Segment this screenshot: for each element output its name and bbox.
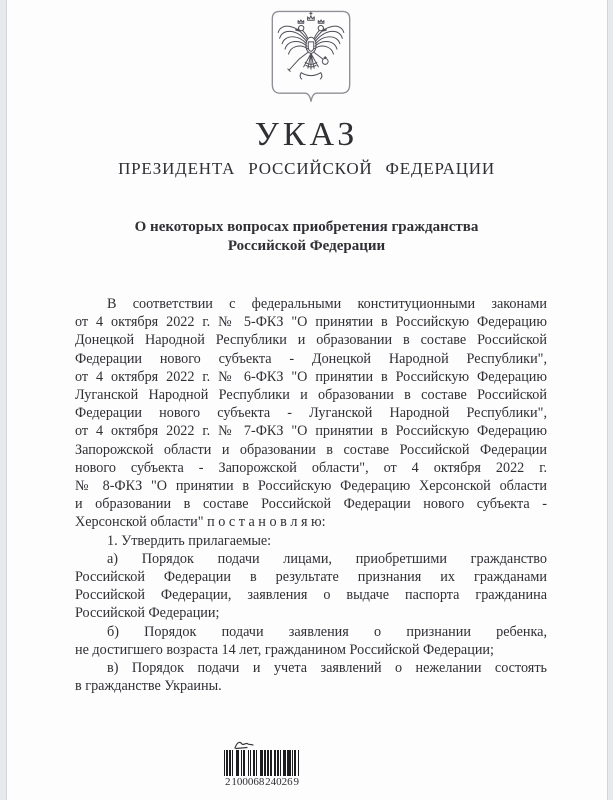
- body-line: и образовании в составе Российской Федерации нового субъекта -: [75, 496, 547, 513]
- heading-line-2: Российской Федерации: [227, 237, 386, 254]
- heading-line-1: О некоторых вопросах приобретения гражданства: [134, 219, 479, 235]
- body-line: Федерации нового субъекта - Луганской Народной Республики",: [75, 405, 547, 422]
- body-line: нового субъекта - Запорожской области", от 4 октября 2022 г.: [75, 459, 547, 476]
- body-line: Российской Федерации в результате признания их гражданами: [75, 569, 547, 586]
- body-line: от 4 октября 2022 г. № 7-ФКЗ "О принятии в Российскую Федерацию: [75, 423, 547, 440]
- barcode: [224, 740, 300, 788]
- body-line: от 4 октября 2022 г. № 6-ФКЗ "О принятии в Российскую Федерацию: [75, 368, 547, 385]
- body-line: не достигшего возраста 14 лет, гражданином Российской Федерации;: [75, 641, 494, 658]
- body-line: б) Порядок подачи заявления о признании ребенка,: [107, 623, 547, 640]
- document-heading: [0, 218, 613, 255]
- body-line: от 4 октября 2022 г. № 5-ФКЗ "О принятии в Российскую Федерацию: [75, 314, 547, 331]
- body-line: в) Порядок подачи и учета заявлений о нежелании состоять: [107, 660, 547, 677]
- coat-of-arms-icon: [270, 10, 352, 105]
- barcode-bars: [224, 750, 300, 776]
- body-line: Российской Федерации, заявления о выдаче паспорта гражданина: [75, 587, 547, 604]
- document-body: [75, 295, 547, 695]
- body-line: Федерации нового субъекта - Донецкой Народной Республики",: [75, 350, 547, 367]
- document-subtitle: ПРЕЗИДЕНТА РОССИЙСКОЙ ФЕДЕРАЦИИ: [118, 159, 495, 178]
- signature-mark-icon: [233, 740, 255, 750]
- body-line: Луганской Народной Республики и образовании в составе Российской: [75, 387, 547, 404]
- body-line: 1. Утвердить прилагаемые:: [107, 532, 272, 549]
- document-title: УКАЗ: [254, 116, 359, 153]
- barcode-group2: 24026: [265, 776, 293, 788]
- body-line: в гражданстве Украины.: [75, 678, 222, 695]
- body-line: а) Порядок подачи лицами, приобретшими гражданство: [107, 550, 547, 567]
- body-line: В соответствии с федеральными конституционными законами: [107, 296, 547, 312]
- body-line: Донецкой Народной Республики и образовании в составе Российской: [75, 332, 547, 349]
- body-line: Херсонской области" п о с т а н о в л я ю:: [75, 514, 326, 531]
- barcode-prefix: 2: [225, 776, 231, 788]
- barcode-check: 9: [293, 776, 299, 788]
- body-line: № 8-ФКЗ "О принятии в Российскую Федерацию Херсонской области: [75, 478, 547, 495]
- barcode-group1: 100068: [231, 776, 265, 788]
- body-line: Запорожской области и образовании в составе Российской Федерации: [75, 441, 547, 458]
- body-line: Российской Федерации;: [75, 605, 220, 622]
- barcode-digits: [224, 777, 300, 788]
- barcode-gap: [299, 750, 300, 776]
